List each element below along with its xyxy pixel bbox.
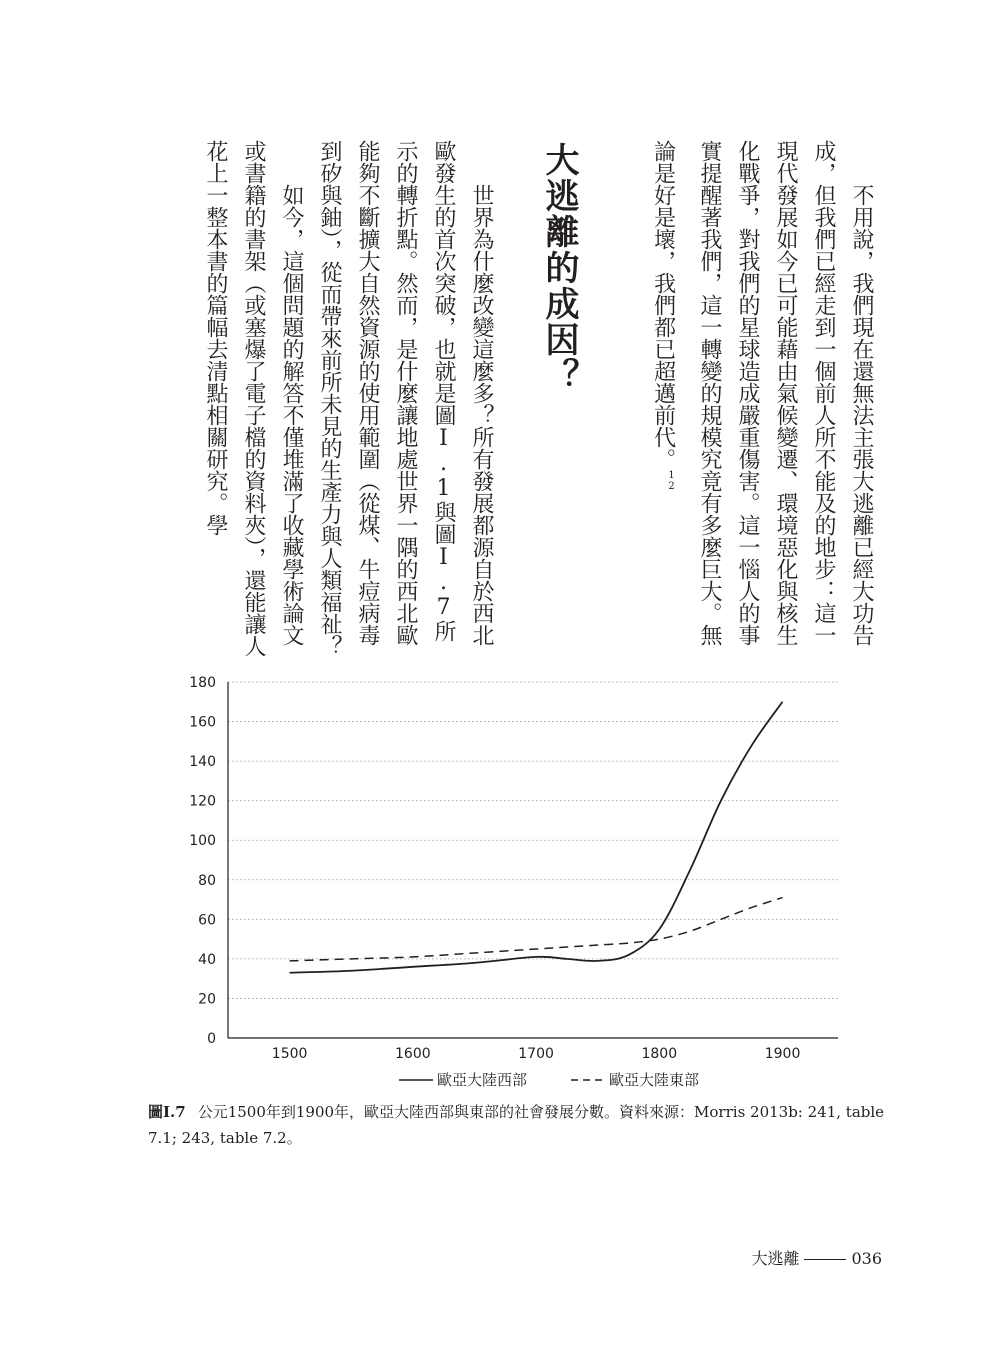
- social-development-chart: [0, 665, 1000, 1095]
- data-series: [290, 702, 783, 973]
- paragraph: 世界為什麼改變這麼多？所有發展都源自於西北歐發生的首次突破，也就是圖I.1與圖I.7所示的轉折點。然而，是什麼讓地處世界一隅的西北歐能夠不斷擴大自然資源的使用範圍（從煤、牛痘病毒到矽與鈾），從而帶來前所未見的生產力與人類福祉？: [317, 140, 494, 657]
- figure-caption: [148, 1099, 888, 1151]
- x-tick-label: 1500: [271, 1046, 308, 1062]
- section-heading: 大逃離的成因？: [539, 142, 579, 394]
- footnote-reference[interactable]: 12: [666, 470, 677, 492]
- y-tick-label: 0: [207, 1031, 216, 1047]
- body-text-paragraph-1: [612, 140, 880, 660]
- page-footer: [700, 1246, 882, 1269]
- x-tick-label: 1800: [641, 1046, 678, 1062]
- figure-number: 圖I.7: [148, 1103, 186, 1121]
- series-line-east-eurasia: [290, 898, 783, 961]
- x-tick-label: 1900: [764, 1046, 801, 1062]
- paragraph-text: 不用說，我們現在還無法主張大逃離已經大功告成，但我們已經走到一個前人所不能及的地步：這一現代發展如今已可能藉由氣候變遷、環境惡化與核生化戰爭，對我們的星球造成嚴重傷害。這一惱人的事實提醒著我們，這一轉變的規模究竟有多麼巨大。無論是好是壞，我們都已超邁前代。: [650, 140, 874, 646]
- y-tick-label: 100: [189, 833, 216, 850]
- series-line-west-eurasia: [290, 702, 783, 973]
- y-tick-label: 120: [189, 793, 216, 810]
- running-title: 大逃離: [751, 1249, 800, 1268]
- x-tick-label: 1700: [518, 1046, 554, 1062]
- page-number: 036: [851, 1249, 882, 1268]
- legend-label: 歐亞大陸西部: [437, 1071, 528, 1089]
- x-axis-tick-labels: [272, 1046, 801, 1062]
- y-tick-label: 80: [198, 872, 216, 889]
- y-tick-label: 60: [198, 912, 216, 929]
- y-tick-label: 140: [189, 754, 216, 771]
- y-tick-label: 160: [189, 714, 216, 731]
- caption-text: 公元1500年到1900年，歐亞大陸西部與東部的社會發展分數。資料來源：Morris 2013b: 241, table 7.1; 243, table 7.2。: [148, 1103, 885, 1147]
- paragraph: 如今，這個問題的解答不僅堆滿了收藏學術論文或書籍的書架（或塞爆了電子檔的資料夾），還能讓人花上一整本書的篇幅去清點相關研究。學: [203, 140, 304, 657]
- y-tick-label: 180: [189, 675, 216, 691]
- legend: [399, 1071, 699, 1089]
- footer-rule: [804, 1259, 846, 1260]
- body-text-section: [130, 140, 500, 660]
- y-axis-tick-labels: [189, 675, 216, 1047]
- paragraph: [644, 140, 880, 660]
- x-tick-label: 1600: [395, 1046, 431, 1062]
- y-tick-label: 40: [198, 951, 216, 968]
- gridlines: [228, 682, 838, 998]
- legend-label: 歐亞大陸東部: [609, 1071, 700, 1089]
- y-tick-label: 20: [198, 991, 216, 1008]
